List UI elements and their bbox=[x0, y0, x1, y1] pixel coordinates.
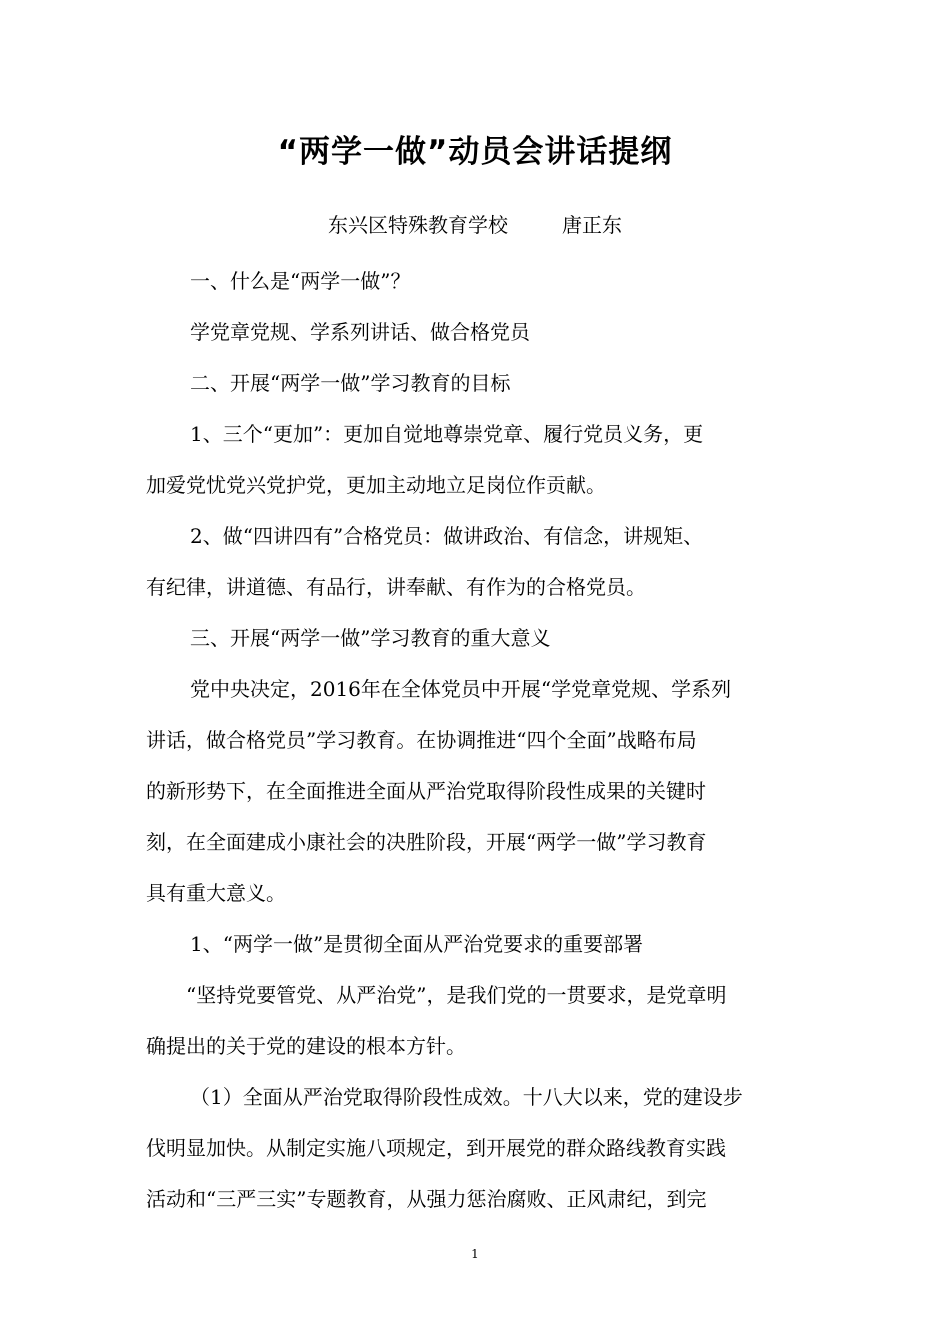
paragraph-line: 具有重大意义。 bbox=[146, 881, 286, 905]
paragraph-line: 讲话，做合格党员”学习教育。在协调推进“四个全面”战略布局 bbox=[146, 728, 697, 752]
section-heading-3: 三、开展“两学一做”学习教育的重大意义 bbox=[190, 626, 551, 650]
paragraph-line: 党中央决定，2016年在全体党员中开展“学党章党规、学系列 bbox=[190, 677, 732, 701]
paragraph-line: 确提出的关于党的建设的根本方针。 bbox=[146, 1034, 466, 1058]
author-name: 唐正东 bbox=[562, 213, 622, 237]
paragraph-line: “坚持党要管党、从严治党”，是我们党的一贯要求，是党章明 bbox=[186, 983, 727, 1007]
paragraph-line: 加爱党忧党兴党护党，更加主动地立足岗位作贡献。 bbox=[146, 473, 606, 497]
paragraph-line: 的新形势下，在全面推进全面从严治党取得阶段性成果的关键时 bbox=[146, 779, 706, 803]
section-heading-2: 二、开展“两学一做”学习教育的目标 bbox=[190, 371, 511, 395]
paragraph-line: 2、做“四讲四有”合格党员：做讲政治、有信念，讲规矩、 bbox=[190, 524, 704, 548]
page-number: 1 bbox=[471, 1247, 479, 1261]
paragraph-line: （1）全面从严治党取得阶段性成效。十八大以来，党的建设步 bbox=[190, 1085, 743, 1109]
document-title: “两学一做”动员会讲话提纲 bbox=[277, 134, 673, 170]
subsection-heading: 1、“两学一做”是贯彻全面从严治党要求的重要部署 bbox=[190, 932, 644, 956]
paragraph-line: 刻，在全面建成小康社会的决胜阶段，开展“两学一做”学习教育 bbox=[146, 830, 707, 854]
paragraph-line: 伐明显加快。从制定实施八项规定，到开展党的群众路线教育实践 bbox=[146, 1136, 726, 1160]
section-heading-1: 一、什么是“两学一做”？ bbox=[190, 269, 411, 293]
paragraph-line: 有纪律，讲道德、有品行，讲奉献、有作为的合格党员。 bbox=[146, 575, 646, 599]
paragraph-line: 活动和“三严三实”专题教育，从强力惩治腐败、正风肃纪，到完 bbox=[146, 1187, 707, 1211]
document-body bbox=[146, 256, 810, 1225]
author-line bbox=[0, 208, 950, 242]
paragraph-line: 学党章党规、学系列讲话、做合格党员 bbox=[190, 320, 530, 344]
paragraph-line: 1、三个“更加”：更加自觉地尊崇党章、履行党员义务，更 bbox=[190, 422, 704, 446]
author-school: 东兴区特殊教育学校 bbox=[328, 213, 508, 237]
